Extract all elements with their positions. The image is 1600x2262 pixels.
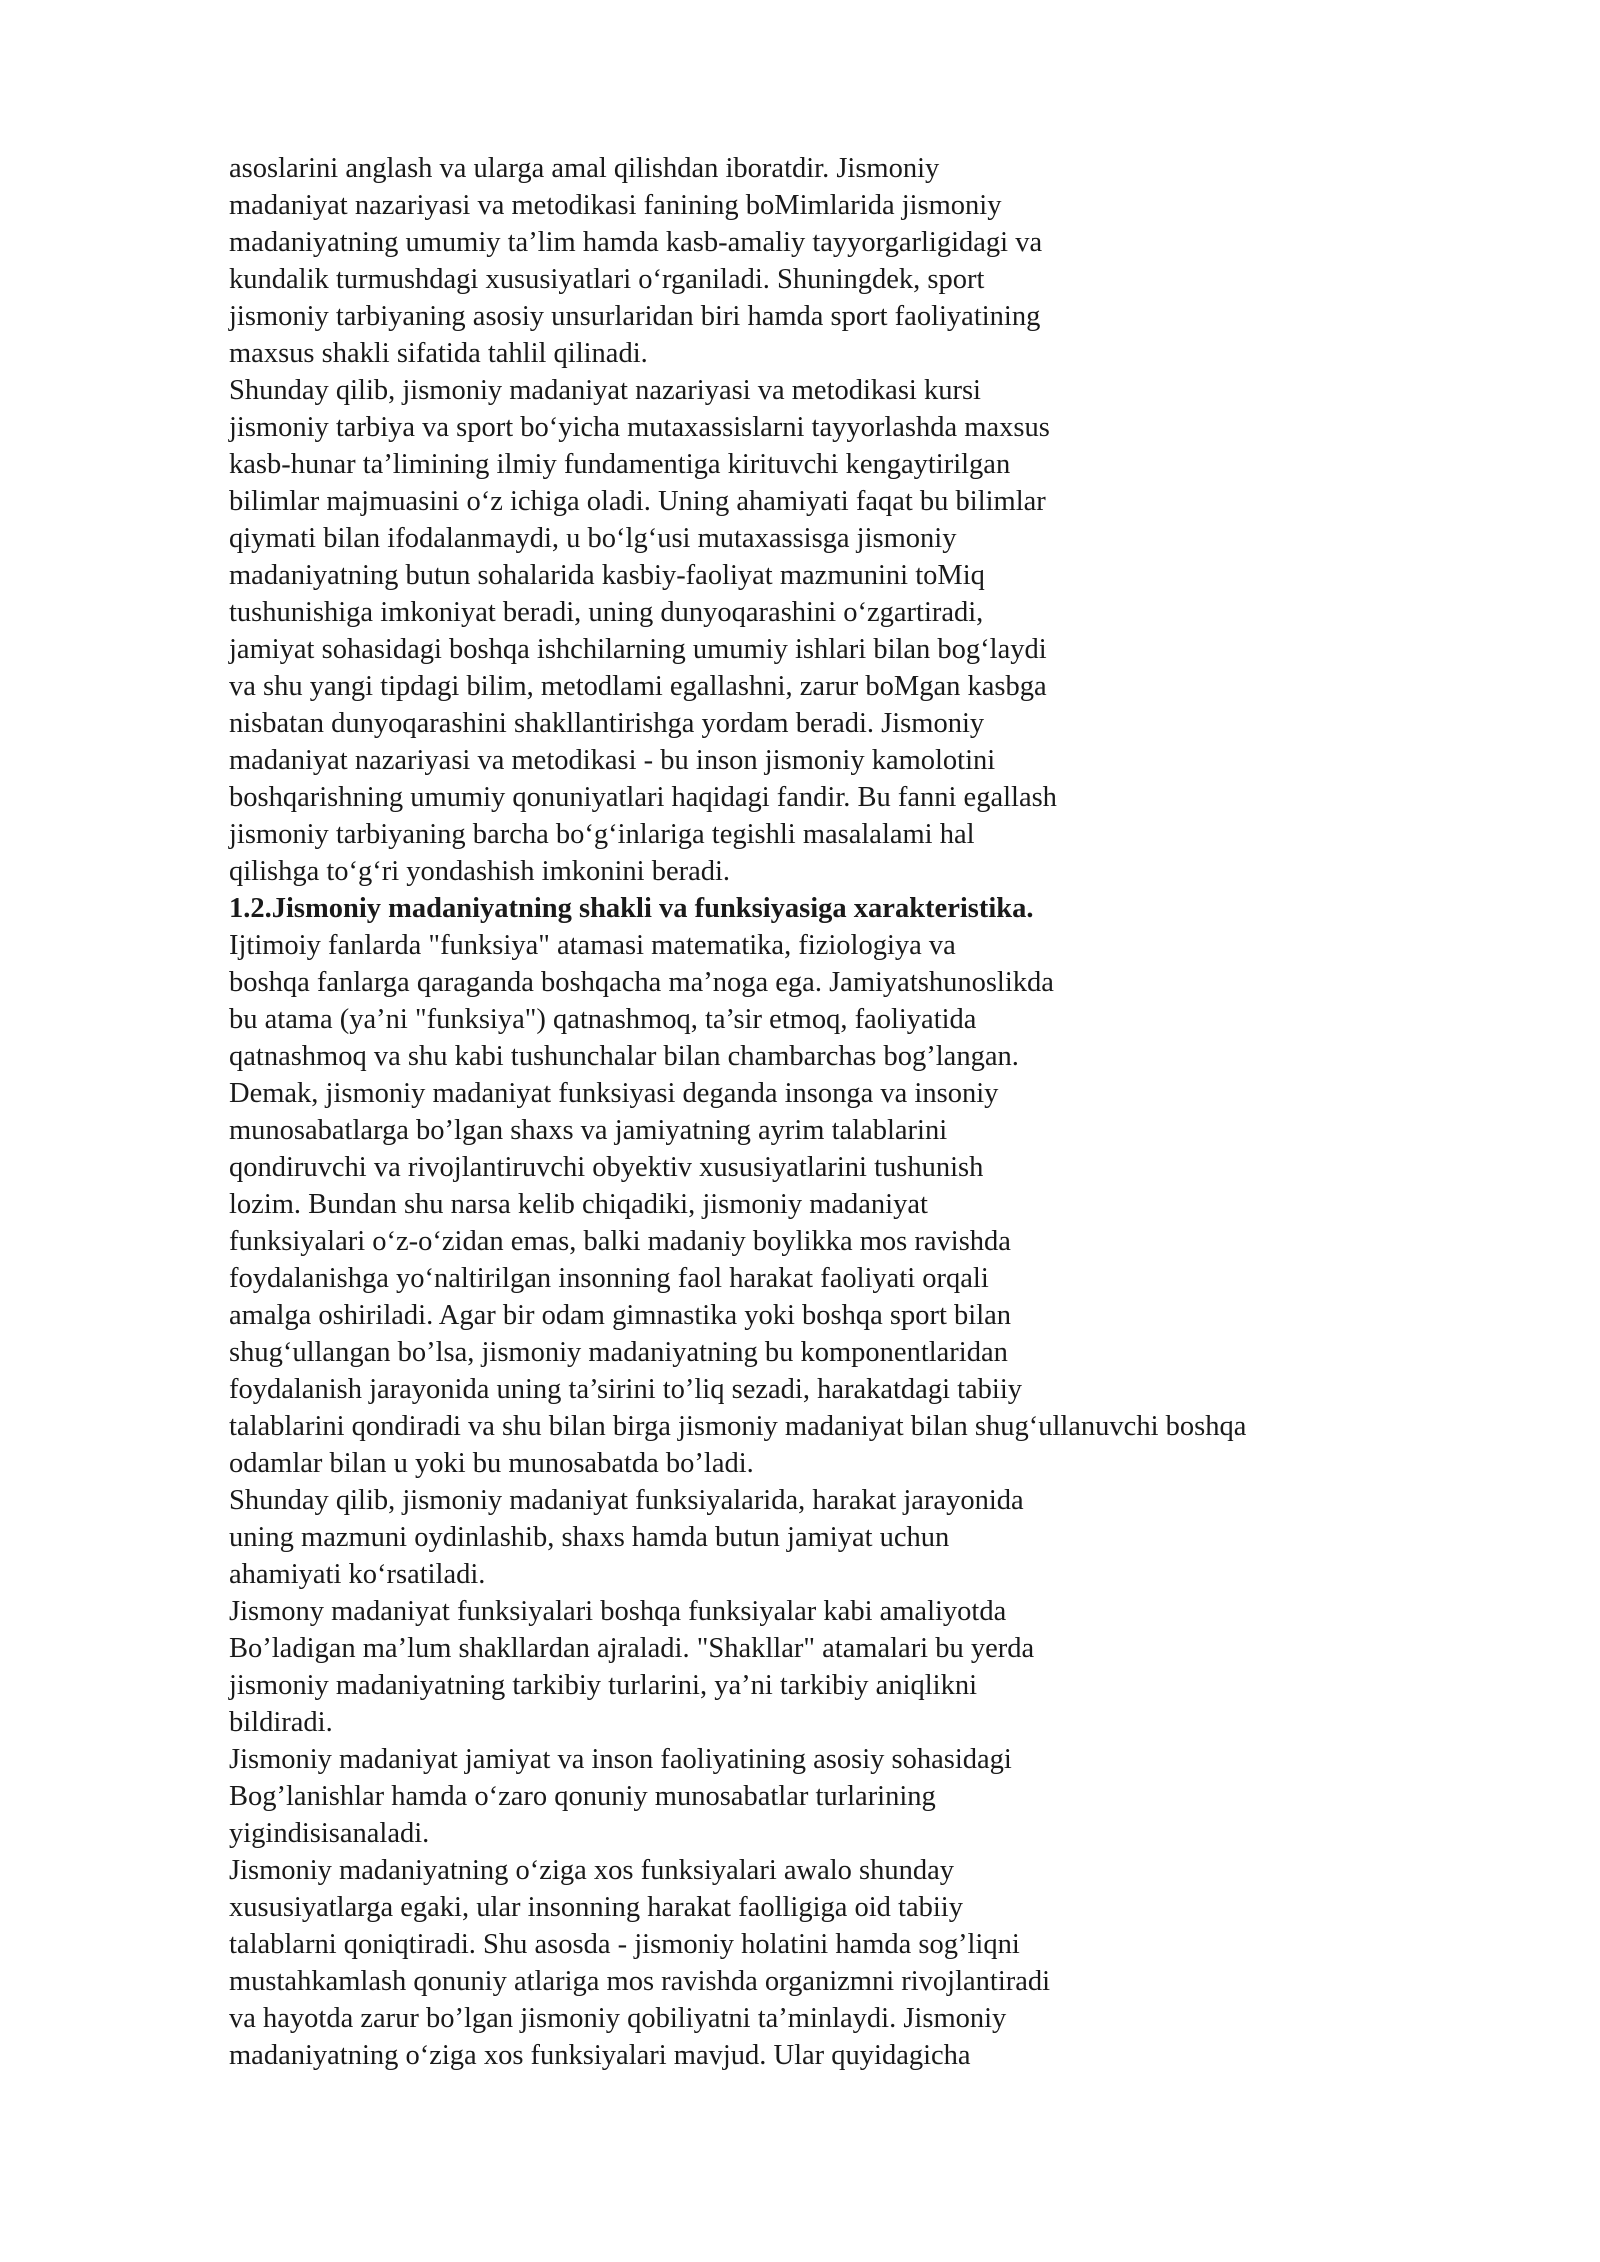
text-line: madaniyatning butun sohalarida kasbiy-faoliyat mazmunini toMiq bbox=[229, 560, 985, 591]
text-line: boshqarishning umumiy qonuniyatlari haqidagi fandir. Bu fanni egallash bbox=[229, 782, 1057, 813]
text-line: Shunday qilib, jismoniy madaniyat nazariyasi va metodikasi kursi bbox=[229, 375, 981, 406]
text-line: talablarni qoniqtiradi. Shu asosda - jismoniy holatini hamda sog’liqni bbox=[229, 1929, 1020, 1960]
text-line: madaniyat nazariyasi va metodikasi fanining boMimlarida jismoniy bbox=[229, 190, 1002, 221]
text-line: Bo’ladigan ma’lum shakllardan ajraladi. "Shakllar" atamalari bu yerda bbox=[229, 1633, 1035, 1664]
text-line: Bog’lanishlar hamda o‘zaro qonuniy munosabatlar turlarining bbox=[229, 1781, 936, 1812]
text-line: bilimlar majmuasini o‘z ichiga oladi. Uning ahamiyati faqat bu bilimlar bbox=[229, 486, 1046, 517]
text-line: funksiyalari o‘z-o‘zidan emas, balki madaniy boylikka mos ravishda bbox=[229, 1226, 1011, 1257]
text-line: Jismoniy madaniyat jamiyat va inson faoliyatining asosiy sohasidagi bbox=[229, 1744, 1012, 1775]
text-line: ahamiyati ko‘rsatiladi. bbox=[229, 1559, 486, 1590]
text-line: Jismoniy madaniyatning o‘ziga xos funksiyalari awalo shunday bbox=[229, 1855, 955, 1886]
text-line: munosabatlarga bo’lgan shaxs va jamiyatning ayrim talablarini bbox=[229, 1115, 948, 1146]
text-line: bu atama (ya’ni "funksiya") qatnashmoq, ta’sir etmoq, faoliyatida bbox=[229, 1004, 977, 1035]
text-line: nisbatan dunyoqarashini shakllantirishga yordam beradi. Jismoniy bbox=[229, 708, 985, 739]
text-line: jismoniy tarbiyaning asosiy unsurlaridan biri hamda sport faoliyatining bbox=[229, 301, 1041, 332]
section-heading: 1.2.Jismoniy madaniyatning shakli va funksiyasiga xarakteristika. bbox=[229, 893, 1034, 924]
text-line: jismoniy tarbiya va sport bo‘yicha mutaxassislarni tayyorlashda maxsus bbox=[229, 412, 1050, 443]
text-line: bildiradi. bbox=[229, 1707, 333, 1738]
text-line: Shunday qilib, jismoniy madaniyat funksiyalarida, harakat jarayonida bbox=[229, 1485, 1024, 1516]
body-text bbox=[229, 150, 1429, 2074]
text-line: qondiruvchi va rivojlantiruvchi obyektiv xususiyatlarini tushunish bbox=[229, 1152, 984, 1183]
text-line: Jismony madaniyat funksiyalari boshqa funksiyalar kabi amaliyotda bbox=[229, 1596, 1007, 1627]
text-line: qiymati bilan ifodalanmaydi, u bo‘lg‘usi mutaxassisga jismoniy bbox=[229, 523, 957, 554]
text-line: tushunishiga imkoniyat beradi, uning dunyoqarashini o‘zgartiradi, bbox=[229, 597, 984, 628]
text-line: qatnashmoq va shu kabi tushunchalar bilan chambarchas bog’langan. bbox=[229, 1041, 1019, 1072]
text-line: madaniyatning umumiy ta’lim hamda kasb-amaliy tayyorgarligidagi va bbox=[229, 227, 1043, 258]
text-line: kundalik turmushdagi xususiyatlari o‘rganiladi. Shuningdek, sport bbox=[229, 264, 985, 295]
text-line: va hayotda zarur bo’lgan jismoniy qobiliyatni ta’minlaydi. Jismoniy bbox=[229, 2003, 1007, 2034]
text-line: odamlar bilan u yoki bu munosabatda bo’ladi. bbox=[229, 1448, 754, 1479]
text-line: qilishga to‘g‘ri yondashish imkonini beradi. bbox=[229, 856, 731, 887]
text-line: maxsus shakli sifatida tahlil qilinadi. bbox=[229, 338, 648, 369]
text-line: foydalanish jarayonida uning ta’sirini to’liq sezadi, harakatdagi tabiiy bbox=[229, 1374, 1023, 1405]
text-line: jamiyat sohasidagi boshqa ishchilarning umumiy ishlari bilan bog‘laydi bbox=[229, 634, 1047, 665]
text-line: asoslarini anglash va ularga amal qilishdan iboratdir. Jismoniy bbox=[229, 153, 940, 184]
text-line: uning mazmuni oydinlashib, shaxs hamda butun jamiyat uchun bbox=[229, 1522, 950, 1553]
text-line: talablarini qondiradi va shu bilan birga jismoniy madaniyat bilan shug‘ullanuvchi boshqa bbox=[229, 1411, 1247, 1442]
text-line: xususiyatlarga egaki, ular insonning harakat faolligiga oid tabiiy bbox=[229, 1892, 963, 1923]
text-line: kasb-hunar ta’limining ilmiy fundamentiga kirituvchi kengaytirilgan bbox=[229, 449, 1011, 480]
text-line: amalga oshiriladi. Agar bir odam gimnastika yoki boshqa sport bilan bbox=[229, 1300, 1012, 1331]
text-line: shug‘ullangan bo’lsa, jismoniy madaniyatning bu komponentlaridan bbox=[229, 1337, 1008, 1368]
text-line: va shu yangi tipdagi bilim, metodlami egallashni, zarur boMgan kasbga bbox=[229, 671, 1047, 702]
text-line: yigindisisanaladi. bbox=[229, 1818, 430, 1849]
text-line: madaniyat nazariyasi va metodikasi - bu inson jismoniy kamolotini bbox=[229, 745, 996, 776]
text-line: lozim. Bundan shu narsa kelib chiqadiki, jismoniy madaniyat bbox=[229, 1189, 928, 1220]
text-line: boshqa fanlarga qaraganda boshqacha ma’noga ega. Jamiyatshunoslikda bbox=[229, 967, 1054, 998]
text-line: jismoniy madaniyatning tarkibiy turlarini, ya’ni tarkibiy aniqlikni bbox=[229, 1670, 977, 1701]
text-line: foydalanishga yo‘naltirilgan insonning faol harakat faoliyati orqali bbox=[229, 1263, 989, 1294]
text-line: Ijtimoiy fanlarda "funksiya" atamasi matematika, fiziologiya va bbox=[229, 930, 956, 961]
text-line: madaniyatning o‘ziga xos funksiyalari mavjud. Ular quyidagicha bbox=[229, 2040, 971, 2071]
text-line: jismoniy tarbiyaning barcha bo‘g‘inlariga tegishli masalalami hal bbox=[229, 819, 975, 850]
text-line: mustahkamlash qonuniy atlariga mos ravishda organizmni rivojlantiradi bbox=[229, 1966, 1051, 1997]
text-line: Demak, jismoniy madaniyat funksiyasi deganda insonga va insoniy bbox=[229, 1078, 999, 1109]
